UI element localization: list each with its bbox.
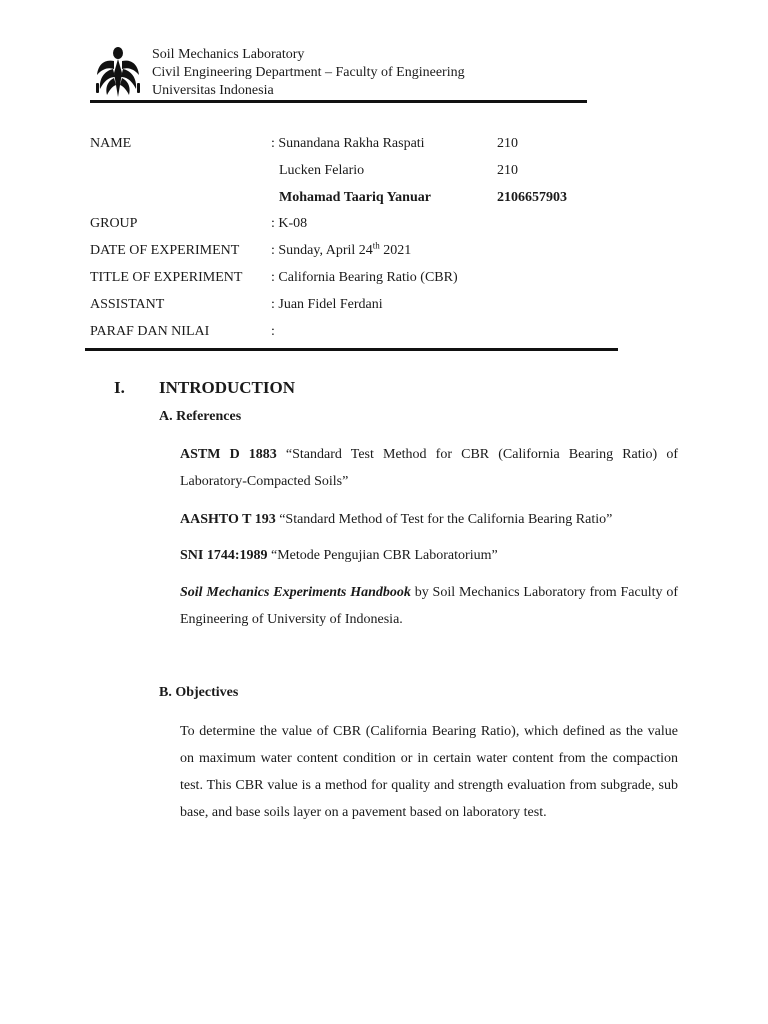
name-label: NAME <box>90 136 132 151</box>
paraf-label: PARAF DAN NILAI <box>90 324 210 339</box>
reference-item: SNI 1744:1989 “Metode Pengujian CBR Laboratorium” <box>180 548 498 563</box>
title-label: TITLE OF EXPERIMENT <box>90 270 243 285</box>
references-heading: A. References <box>159 409 242 424</box>
date-label: DATE OF EXPERIMENT <box>90 243 240 258</box>
date-value: : Sunday, April 24th 2021 <box>271 240 412 258</box>
university-name: Universitas Indonesia <box>152 83 274 98</box>
member-name-3: Mohamad Taariq Yanuar <box>279 190 431 205</box>
member-npm-1: 210 <box>497 136 518 151</box>
assistant-label: ASSISTANT <box>90 297 165 312</box>
member-name-2: Lucken Felario <box>279 163 365 178</box>
section-title: INTRODUCTION <box>159 378 296 397</box>
lab-name: Soil Mechanics Laboratory <box>152 47 305 62</box>
header-divider <box>90 100 587 103</box>
group-value: : K-08 <box>271 216 308 231</box>
university-logo-icon <box>94 45 142 99</box>
info-divider <box>85 348 618 351</box>
group-label: GROUP <box>90 216 138 231</box>
reference-item: Soil Mechanics Experiments Handbook by Soil Mechanics Laboratory from Faculty of Engineering of University of Indonesia. <box>180 585 678 627</box>
member-npm-2: 210 <box>497 163 518 178</box>
assistant-value: : Juan Fidel Ferdani <box>271 297 383 312</box>
objectives-heading: B. Objectives <box>159 685 239 700</box>
title-value: : California Bearing Ratio (CBR) <box>271 270 458 285</box>
member-name-1: : Sunandana Rakha Raspati <box>271 136 425 151</box>
section-number: I. <box>114 378 125 397</box>
objectives-text: To determine the value of CBR (California Bearing Ratio), which defined as the value on maximum water content condition or in certain water content from the compaction test. This CBR value is a method for quality and strength evaluation from subgrade, sub base, and base soils layer on a pavement based on laboratory test. <box>180 724 678 820</box>
reference-item: AASHTO T 193 “Standard Method of Test for the California Bearing Ratio” <box>180 512 613 527</box>
member-npm-3: 2106657903 <box>497 190 567 205</box>
paraf-value: : <box>271 324 275 339</box>
department-name: Civil Engineering Department – Faculty of Engineering <box>152 65 465 80</box>
reference-item: ASTM D 1883 “Standard Test Method for CBR (California Bearing Ratio) of Laboratory-Compacted Soils” <box>180 447 678 489</box>
